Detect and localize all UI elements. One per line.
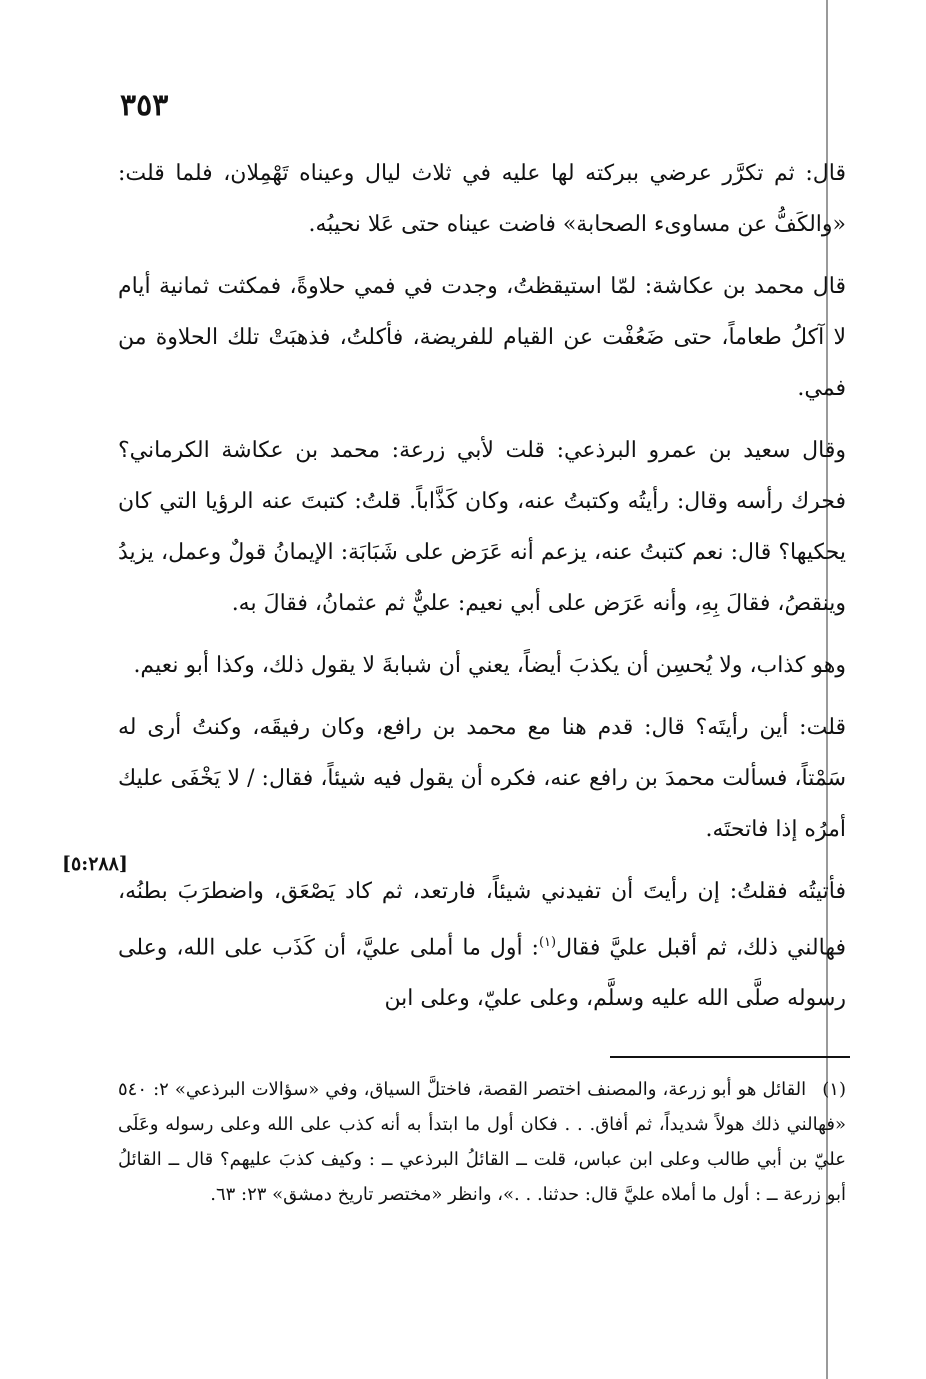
footnote-marker[interactable]: (١) [538,935,557,950]
paragraph-text: فأتيتُه فقلتُ: إن رأيتَ أن تفيدني شيئاً، فارتعد، ثم كاد يَصْعَق، واضطرَبَ بطنُه، فهالني ذلك، ثم أقبل عليَّ فقال [118,879,846,961]
paragraph: قال: ثم تكرَّر عرضي ببركته لها عليه في ثلاث ليال وعيناه تَهْمِلان، فلما قلت: «والكَفُّ عن مساوىء الصحابة» فاضت عيناه حتى عَلا نحيبُه. [118,161,846,237]
footnote-divider [610,1056,850,1058]
main-text [118,148,846,1035]
paragraph [118,866,846,1024]
footnote [118,1072,846,1212]
paragraph: قال محمد بن عكاشة: لمّا استيقظتُ، وجدت في فمي حلاوةً، فمكثت ثمانية أيام لا آكلُ طعاماً، حتى ضَعُفْت عن القيام للفريضة، فأكلتُ، فذهبَتْ تلك الحلاوة من فمي. [118,274,846,401]
footnote-number: (١) [822,1079,846,1100]
paragraph: وقال سعيد بن عمرو البرذعي: قلت لأبي زرعة: محمد بن عكاشة الكرماني؟ فحرك رأسه وقال: رأيتُه وكتبتُ عنه، وكان كَذَّاباً. قلتُ: كتبتَ عنه الرؤيا التي كان يحكيها؟ قال: نعم كتبتُ عنه، يزعم أنه عَرَض على شَبَابَة: الإيمانُ قولٌ وعمل، يزيدُ وينقصُ، فقالَ بِهِ، وأنه عَرَض على أبي نعيم: عليٌّ ثم عثمانُ، فقالَ به. [118,438,846,616]
paragraph: قلت: أين رأيتَه؟ قال: قدم هنا مع محمد بن رافع، وكان رفيقَه، وكنتُ أرى له سَمْتاً، فسألت محمدَ بن رافع عنه، فكره أن يقول فيه شيئاً، فقال: / لا يَخْفَى عليك أمرُه إذا فاتحتَه. [118,715,846,842]
page-number: ٣٥٣ [120,88,169,123]
footnote-text: القائل هو أبو زرعة، والمصنف اختصر القصة، فاختلَّ السياق، وفي «سؤالات البرذعي» ٢: ٥٤٠ «فهالني ذلك هولاً شديداً، ثم أفاق. . . فكان أول ما ابتدأ به أنه كذب على الله وعلى رسوله وعَلَى عليّ بن أبي طالب وعلى ابن عباس، قلت ــ القائلُ البرذعي ــ : وكيف كذبَ عليهم؟ قال ــ القائلُ أبو زرعة ــ : أول ما أملاه عليَّ قال: حدثنا. . .»، وانظر «مختصر تاريخ دمشق» ٢٣: ٦٣. [118,1079,846,1205]
paragraph: وهو كذاب، ولا يُحسِن أن يكذبَ أيضاً، يعني أن شبابةَ لا يقول ذلك، وكذا أبو نعيم. [133,653,846,678]
paragraph-text: : أول ما أملى عليَّ، أن كَذَب على الله، وعلى رسوله صلَّى الله عليه وسلَّم، وعلى عليّ، وعلى ابن [118,935,846,1012]
side-reference: [٥:٢٨٨] [62,853,128,875]
